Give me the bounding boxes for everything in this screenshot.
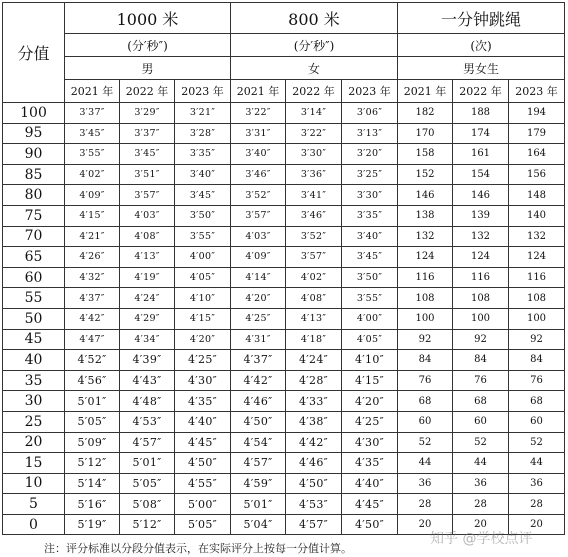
time-1000m-cell: 4′55″: [175, 473, 231, 494]
watermark: 知乎 @学校点评: [430, 531, 533, 547]
time-800m-cell: 3′52″: [231, 185, 286, 206]
table-row: [3, 329, 565, 350]
rope-count-cell: 188: [453, 103, 509, 124]
rope-count-cell: 44: [509, 453, 565, 474]
table-row: [3, 494, 565, 515]
group-gender-rope: 男女生: [398, 57, 565, 80]
score-cell: 40: [3, 350, 65, 371]
time-1000m-cell: 4′09″: [65, 185, 120, 206]
time-1000m-cell: 4′37″: [65, 288, 120, 309]
rope-count-cell: 124: [509, 247, 565, 268]
time-800m-cell: 3′46″: [286, 205, 342, 226]
score-cell: 10: [3, 473, 65, 494]
score-cell: 85: [3, 164, 65, 185]
time-1000m-cell: 4′21″: [65, 226, 120, 247]
time-800m-cell: 4′10″: [342, 350, 398, 371]
time-1000m-cell: 3′37″: [120, 123, 175, 144]
year-header: 2023 年: [342, 80, 398, 103]
time-800m-cell: 4′20″: [231, 288, 286, 309]
time-800m-cell: 4′46″: [286, 453, 342, 474]
time-800m-cell: 4′33″: [286, 391, 342, 412]
table-row: [3, 185, 565, 206]
score-cell: 65: [3, 247, 65, 268]
rope-count-cell: 76: [453, 370, 509, 391]
score-cell: 60: [3, 267, 65, 288]
year-header: 2021 年: [231, 80, 286, 103]
score-cell: 90: [3, 144, 65, 165]
time-1000m-cell: 3′35″: [175, 144, 231, 165]
time-800m-cell: 4′18″: [286, 329, 342, 350]
time-800m-cell: 4′35″: [342, 453, 398, 474]
time-800m-cell: 4′30″: [342, 432, 398, 453]
time-1000m-cell: 4′35″: [175, 391, 231, 412]
year-header: 2022 年: [453, 80, 509, 103]
time-800m-cell: 3′30″: [342, 185, 398, 206]
rope-count-cell: 28: [398, 494, 453, 515]
rope-count-cell: 148: [509, 185, 565, 206]
time-1000m-cell: 5′05″: [175, 514, 231, 535]
time-1000m-cell: 3′29″: [120, 103, 175, 124]
time-800m-cell: 3′22″: [286, 123, 342, 144]
table-row: [3, 473, 565, 494]
time-800m-cell: 4′50″: [342, 514, 398, 535]
rope-count-cell: 92: [453, 329, 509, 350]
score-standard-table: [2, 2, 565, 535]
time-1000m-cell: 4′19″: [120, 267, 175, 288]
time-1000m-cell: 4′45″: [175, 432, 231, 453]
score-cell: 5: [3, 494, 65, 515]
rope-count-cell: 52: [509, 432, 565, 453]
time-800m-cell: 4′57″: [231, 453, 286, 474]
time-1000m-cell: 4′29″: [120, 308, 175, 329]
year-header: 2021 年: [398, 80, 453, 103]
rope-count-cell: 156: [509, 164, 565, 185]
time-1000m-cell: 4′56″: [65, 370, 120, 391]
rope-count-cell: 139: [453, 205, 509, 226]
score-cell: 25: [3, 411, 65, 432]
rope-count-cell: 161: [453, 144, 509, 165]
time-800m-cell: 4′50″: [231, 411, 286, 432]
score-cell: 35: [3, 370, 65, 391]
score-cell: 100: [3, 103, 65, 124]
rope-count-cell: 152: [398, 164, 453, 185]
time-1000m-cell: 3′28″: [175, 123, 231, 144]
rope-count-cell: 100: [453, 308, 509, 329]
time-800m-cell: 3′55″: [342, 288, 398, 309]
time-800m-cell: 4′46″: [231, 391, 286, 412]
table-body: [3, 103, 565, 535]
time-800m-cell: 4′09″: [231, 247, 286, 268]
time-800m-cell: 4′50″: [286, 473, 342, 494]
rope-count-cell: 92: [509, 329, 565, 350]
time-1000m-cell: 5′05″: [120, 473, 175, 494]
rope-count-cell: 36: [398, 473, 453, 494]
group-unit-1000m: (分′秒″): [65, 34, 231, 57]
group-title-rope: 一分钟跳绳: [398, 3, 565, 34]
time-800m-cell: 3′06″: [342, 103, 398, 124]
time-1000m-cell: 3′55″: [65, 144, 120, 165]
rope-count-cell: 76: [509, 370, 565, 391]
rope-count-cell: 84: [509, 350, 565, 371]
rope-count-cell: 84: [398, 350, 453, 371]
time-800m-cell: 4′15″: [342, 370, 398, 391]
time-800m-cell: 3′36″: [286, 164, 342, 185]
time-800m-cell: 3′22″: [231, 103, 286, 124]
time-800m-cell: 3′31″: [231, 123, 286, 144]
table-row: [3, 267, 565, 288]
group-unit-800m: (分′秒″): [231, 34, 398, 57]
time-1000m-cell: 3′57″: [120, 185, 175, 206]
time-1000m-cell: 4′13″: [120, 247, 175, 268]
time-800m-cell: 3′40″: [342, 226, 398, 247]
time-800m-cell: 4′02″: [286, 267, 342, 288]
time-1000m-cell: 4′15″: [65, 205, 120, 226]
time-800m-cell: 3′45″: [342, 247, 398, 268]
time-1000m-cell: 4′00″: [175, 247, 231, 268]
time-800m-cell: 4′20″: [342, 391, 398, 412]
rope-count-cell: 132: [453, 226, 509, 247]
time-1000m-cell: 4′25″: [175, 350, 231, 371]
rope-count-cell: 76: [398, 370, 453, 391]
table-row: [3, 391, 565, 412]
rope-count-cell: 36: [509, 473, 565, 494]
score-cell: 20: [3, 432, 65, 453]
time-1000m-cell: 5′19″: [65, 514, 120, 535]
table-row: [3, 288, 565, 309]
time-800m-cell: 4′53″: [286, 494, 342, 515]
rope-count-cell: 132: [509, 226, 565, 247]
table-row: [3, 205, 565, 226]
time-800m-cell: 4′45″: [342, 494, 398, 515]
rope-count-cell: 84: [453, 350, 509, 371]
group-title-1000m: 1000 米: [65, 3, 231, 34]
rope-count-cell: 60: [398, 411, 453, 432]
time-800m-cell: 3′57″: [286, 247, 342, 268]
rope-count-cell: 132: [398, 226, 453, 247]
year-header: 2023 年: [175, 80, 231, 103]
time-1000m-cell: 4′03″: [120, 205, 175, 226]
rope-count-cell: 158: [398, 144, 453, 165]
time-1000m-cell: 4′30″: [175, 370, 231, 391]
rope-count-cell: 174: [453, 123, 509, 144]
time-1000m-cell: 4′02″: [65, 164, 120, 185]
rope-count-cell: 116: [509, 267, 565, 288]
group-gender-800m: 女: [231, 57, 398, 80]
score-cell: 55: [3, 288, 65, 309]
rope-count-cell: 20: [453, 514, 509, 535]
time-800m-cell: 3′46″: [231, 164, 286, 185]
table-row: [3, 411, 565, 432]
time-800m-cell: 3′41″: [286, 185, 342, 206]
rope-count-cell: 52: [453, 432, 509, 453]
rope-count-cell: 170: [398, 123, 453, 144]
time-1000m-cell: 3′45″: [175, 185, 231, 206]
time-1000m-cell: 4′43″: [120, 370, 175, 391]
score-cell: 30: [3, 391, 65, 412]
rope-count-cell: 100: [509, 308, 565, 329]
time-1000m-cell: 4′20″: [175, 329, 231, 350]
time-800m-cell: 4′31″: [231, 329, 286, 350]
rope-count-cell: 36: [453, 473, 509, 494]
rope-count-cell: 116: [398, 267, 453, 288]
time-1000m-cell: 4′32″: [65, 267, 120, 288]
score-cell: 80: [3, 185, 65, 206]
rope-count-cell: 146: [398, 185, 453, 206]
time-1000m-cell: 5′01″: [65, 391, 120, 412]
time-800m-cell: 4′25″: [342, 411, 398, 432]
score-cell: 70: [3, 226, 65, 247]
year-header: 2023 年: [509, 80, 565, 103]
time-1000m-cell: 3′37″: [65, 103, 120, 124]
table-row: [3, 247, 565, 268]
time-1000m-cell: 4′47″: [65, 329, 120, 350]
time-800m-cell: 5′01″: [231, 494, 286, 515]
rope-count-cell: 20: [509, 514, 565, 535]
time-1000m-cell: 4′57″: [120, 432, 175, 453]
time-800m-cell: 4′57″: [286, 514, 342, 535]
time-1000m-cell: 4′48″: [120, 391, 175, 412]
time-800m-cell: 4′54″: [231, 432, 286, 453]
table-row: [3, 226, 565, 247]
time-800m-cell: 3′30″: [286, 144, 342, 165]
time-1000m-cell: 4′10″: [175, 288, 231, 309]
time-800m-cell: 4′28″: [286, 370, 342, 391]
rope-count-cell: 68: [398, 391, 453, 412]
time-1000m-cell: 3′45″: [65, 123, 120, 144]
year-header: 2022 年: [120, 80, 175, 103]
time-800m-cell: 5′04″: [231, 514, 286, 535]
time-1000m-cell: 5′12″: [120, 514, 175, 535]
year-header: 2021 年: [65, 80, 120, 103]
rope-count-cell: 124: [453, 247, 509, 268]
score-cell: 45: [3, 329, 65, 350]
group-gender-1000m: 男: [65, 57, 231, 80]
time-1000m-cell: 5′09″: [65, 432, 120, 453]
time-800m-cell: 4′24″: [286, 350, 342, 371]
rope-count-cell: 108: [509, 288, 565, 309]
table-row: [3, 164, 565, 185]
rope-count-cell: 60: [509, 411, 565, 432]
rope-count-cell: 116: [453, 267, 509, 288]
group-unit-rope: (次): [398, 34, 565, 57]
time-1000m-cell: 4′52″: [65, 350, 120, 371]
time-1000m-cell: 3′40″: [175, 164, 231, 185]
rope-count-cell: 68: [509, 391, 565, 412]
time-800m-cell: 4′14″: [231, 267, 286, 288]
rope-count-cell: 92: [398, 329, 453, 350]
time-1000m-cell: 3′45″: [120, 144, 175, 165]
time-800m-cell: 3′40″: [231, 144, 286, 165]
year-header: 2022 年: [286, 80, 342, 103]
rope-count-cell: 138: [398, 205, 453, 226]
rope-count-cell: 28: [453, 494, 509, 515]
time-1000m-cell: 4′53″: [120, 411, 175, 432]
time-800m-cell: 3′35″: [342, 205, 398, 226]
group-title-800m: 800 米: [231, 3, 398, 34]
time-1000m-cell: 4′24″: [120, 288, 175, 309]
rope-count-cell: 194: [509, 103, 565, 124]
time-800m-cell: 4′59″: [231, 473, 286, 494]
time-1000m-cell: 5′05″: [65, 411, 120, 432]
time-1000m-cell: 4′08″: [120, 226, 175, 247]
time-1000m-cell: 5′12″: [65, 453, 120, 474]
table-row: [3, 350, 565, 371]
rope-count-cell: 100: [398, 308, 453, 329]
table-row: [3, 144, 565, 165]
time-800m-cell: 4′42″: [286, 432, 342, 453]
time-1000m-cell: 5′00″: [175, 494, 231, 515]
rope-count-cell: 20: [398, 514, 453, 535]
rope-count-cell: 108: [398, 288, 453, 309]
time-1000m-cell: 4′39″: [120, 350, 175, 371]
rope-count-cell: 68: [453, 391, 509, 412]
time-800m-cell: 4′25″: [231, 308, 286, 329]
time-1000m-cell: 5′08″: [120, 494, 175, 515]
rope-count-cell: 60: [453, 411, 509, 432]
time-800m-cell: 4′42″: [231, 370, 286, 391]
rope-count-cell: 146: [453, 185, 509, 206]
score-cell: 15: [3, 453, 65, 474]
score-cell: 50: [3, 308, 65, 329]
time-800m-cell: 3′25″: [342, 164, 398, 185]
time-1000m-cell: 4′34″: [120, 329, 175, 350]
table-row: [3, 453, 565, 474]
time-800m-cell: 3′14″: [286, 103, 342, 124]
time-800m-cell: 4′38″: [286, 411, 342, 432]
score-column-header: 分值: [3, 3, 65, 103]
time-800m-cell: 4′05″: [342, 329, 398, 350]
time-800m-cell: 4′40″: [342, 473, 398, 494]
rope-count-cell: 182: [398, 103, 453, 124]
time-1000m-cell: 3′21″: [175, 103, 231, 124]
time-800m-cell: 4′13″: [286, 308, 342, 329]
time-800m-cell: 4′37″: [231, 350, 286, 371]
table-row: [3, 123, 565, 144]
time-1000m-cell: 4′50″: [175, 453, 231, 474]
time-800m-cell: 3′20″: [342, 144, 398, 165]
rope-count-cell: 108: [453, 288, 509, 309]
rope-count-cell: 28: [509, 494, 565, 515]
rope-count-cell: 124: [398, 247, 453, 268]
rope-count-cell: 179: [509, 123, 565, 144]
time-800m-cell: 4′00″: [342, 308, 398, 329]
table-row: [3, 308, 565, 329]
footnote: 注：评分标准以分段分值表示，在实际评分上按每一分值计算。: [44, 542, 352, 555]
table-row: [3, 370, 565, 391]
time-800m-cell: 3′50″: [342, 267, 398, 288]
time-1000m-cell: 3′51″: [120, 164, 175, 185]
rope-count-cell: 44: [453, 453, 509, 474]
time-800m-cell: 3′52″: [286, 226, 342, 247]
time-1000m-cell: 5′14″: [65, 473, 120, 494]
time-1000m-cell: 4′40″: [175, 411, 231, 432]
time-800m-cell: 4′03″: [231, 226, 286, 247]
time-800m-cell: 3′13″: [342, 123, 398, 144]
time-1000m-cell: 4′42″: [65, 308, 120, 329]
time-1000m-cell: 4′26″: [65, 247, 120, 268]
table-row: [3, 432, 565, 453]
time-800m-cell: 3′57″: [231, 205, 286, 226]
time-1000m-cell: 4′15″: [175, 308, 231, 329]
time-1000m-cell: 3′55″: [175, 226, 231, 247]
time-1000m-cell: 5′01″: [120, 453, 175, 474]
rope-count-cell: 164: [509, 144, 565, 165]
score-cell: 95: [3, 123, 65, 144]
table-row: [3, 103, 565, 124]
time-1000m-cell: 4′05″: [175, 267, 231, 288]
time-1000m-cell: 5′16″: [65, 494, 120, 515]
time-800m-cell: 4′08″: [286, 288, 342, 309]
rope-count-cell: 140: [509, 205, 565, 226]
rope-count-cell: 154: [453, 164, 509, 185]
time-1000m-cell: 3′50″: [175, 205, 231, 226]
rope-count-cell: 44: [398, 453, 453, 474]
score-cell: 75: [3, 205, 65, 226]
rope-count-cell: 52: [398, 432, 453, 453]
score-cell: 0: [3, 514, 65, 535]
